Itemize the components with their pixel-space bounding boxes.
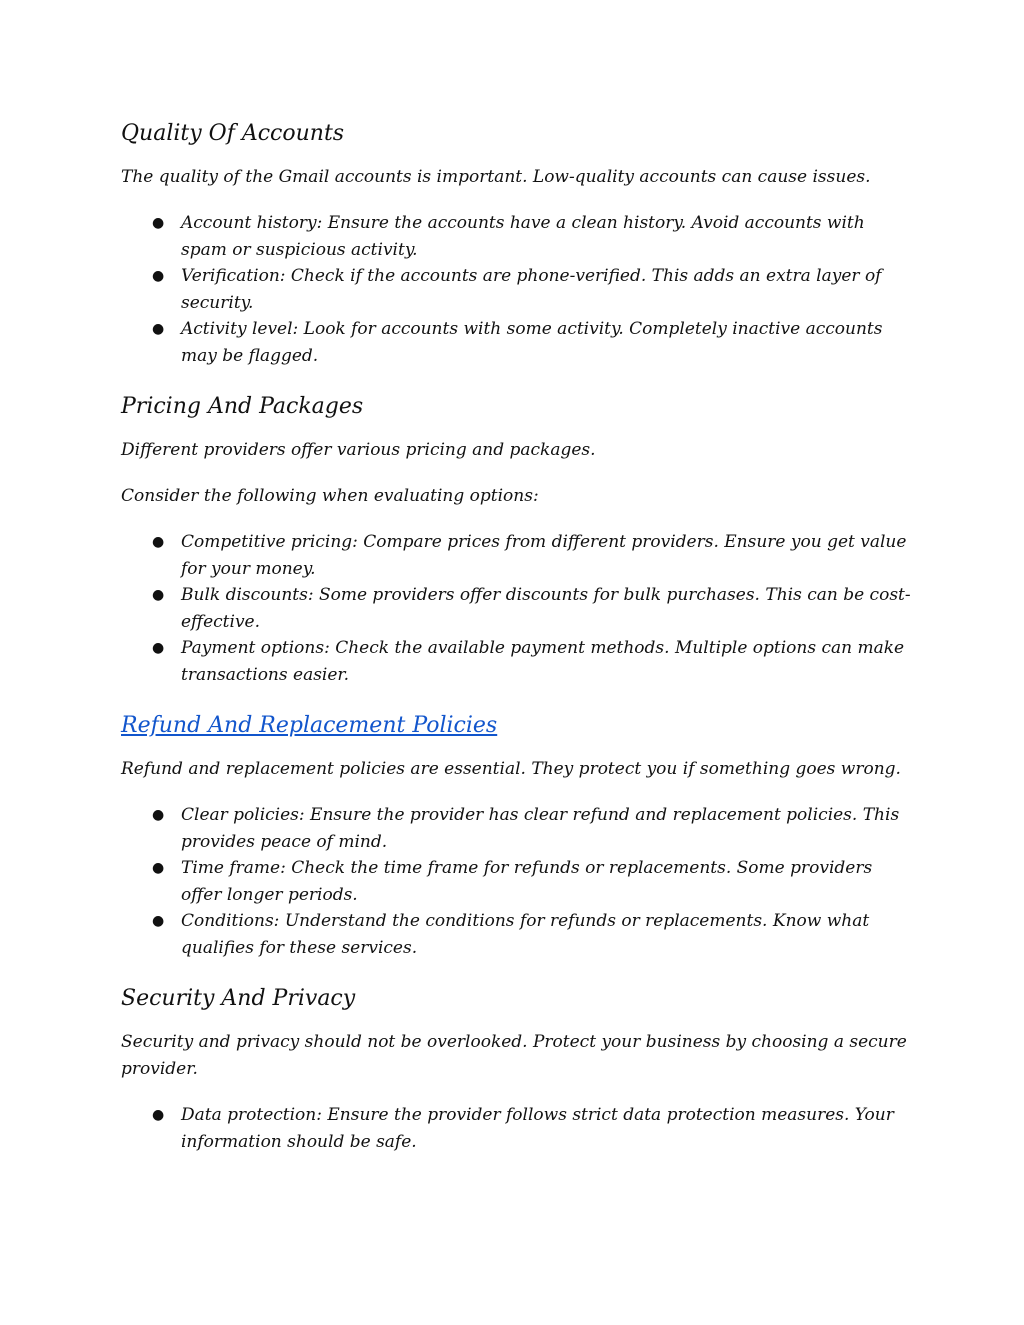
list-item-text: Bulk discounts: Some providers offer discounts for bulk purchases. This can be cost-effective. xyxy=(181,585,911,632)
list-item-text: Competitive pricing: Compare prices from different providers. Ensure you get value for your money. xyxy=(181,532,907,579)
section-heading: Security And Privacy xyxy=(121,986,356,1011)
list-item-text: Activity level: Look for accounts with some activity. Completely inactive accounts may be flagged. xyxy=(181,319,883,366)
section-paragraph: Different providers offer various pricing and packages. xyxy=(121,440,596,460)
list-item xyxy=(121,316,911,369)
bullet-icon: ● xyxy=(152,1107,165,1123)
section-heading: Quality Of Accounts xyxy=(121,121,345,146)
list-item xyxy=(121,635,911,688)
bullet-icon: ● xyxy=(152,807,165,823)
bullet-list xyxy=(121,210,911,369)
section-paragraph: The quality of the Gmail accounts is important. Low-quality accounts can cause issues. xyxy=(121,167,871,187)
section-heading xyxy=(121,710,911,742)
list-item-text: Conditions: Understand the conditions for refunds or replacements. Know what qualifies for these services. xyxy=(181,911,870,958)
document-page xyxy=(121,118,911,1177)
section-paragraph: Consider the following when evaluating options: xyxy=(121,486,539,506)
list-item-text: Verification: Check if the accounts are phone-verified. This adds an extra layer of security. xyxy=(181,266,882,313)
bullet-icon: ● xyxy=(152,640,165,656)
bullet-icon: ● xyxy=(152,215,165,231)
bullet-list xyxy=(121,1102,911,1155)
bullet-icon: ● xyxy=(152,268,165,284)
bullet-list xyxy=(121,529,911,688)
list-item-text: Data protection: Ensure the provider follows strict data protection measures. Your information should be safe. xyxy=(181,1105,894,1152)
section-quality-of-accounts xyxy=(121,118,911,369)
bullet-icon: ● xyxy=(152,587,165,603)
bullet-list xyxy=(121,802,911,961)
bullet-icon: ● xyxy=(152,860,165,876)
list-item xyxy=(121,855,911,908)
section-paragraph: Refund and replacement policies are essential. They protect you if something goes wrong. xyxy=(121,759,901,779)
bullet-icon: ● xyxy=(152,534,165,550)
bullet-icon: ● xyxy=(152,321,165,337)
section-paragraph: Security and privacy should not be overlooked. Protect your business by choosing a secure provider. xyxy=(121,1032,907,1079)
section-pricing-and-packages xyxy=(121,391,911,688)
list-item xyxy=(121,529,911,582)
list-item-text: Time frame: Check the time frame for refunds or replacements. Some providers offer longer periods. xyxy=(181,858,873,905)
section-heading: Pricing And Packages xyxy=(121,394,364,419)
list-item-text: Account history: Ensure the accounts have a clean history. Avoid accounts with spam or suspicious activity. xyxy=(181,213,865,260)
list-item xyxy=(121,908,911,961)
list-item-text: Clear policies: Ensure the provider has clear refund and replacement policies. This provides peace of mind. xyxy=(181,805,900,852)
list-item-text: Payment options: Check the available payment methods. Multiple options can make transactions easier. xyxy=(181,638,905,685)
list-item xyxy=(121,582,911,635)
heading-link[interactable]: Refund And Replacement Policies xyxy=(121,713,498,738)
list-item xyxy=(121,263,911,316)
section-security-and-privacy xyxy=(121,983,911,1155)
bullet-icon: ● xyxy=(152,913,165,929)
section-refund-and-replacement-policies xyxy=(121,710,911,961)
list-item xyxy=(121,210,911,263)
list-item xyxy=(121,802,911,855)
list-item xyxy=(121,1102,911,1155)
